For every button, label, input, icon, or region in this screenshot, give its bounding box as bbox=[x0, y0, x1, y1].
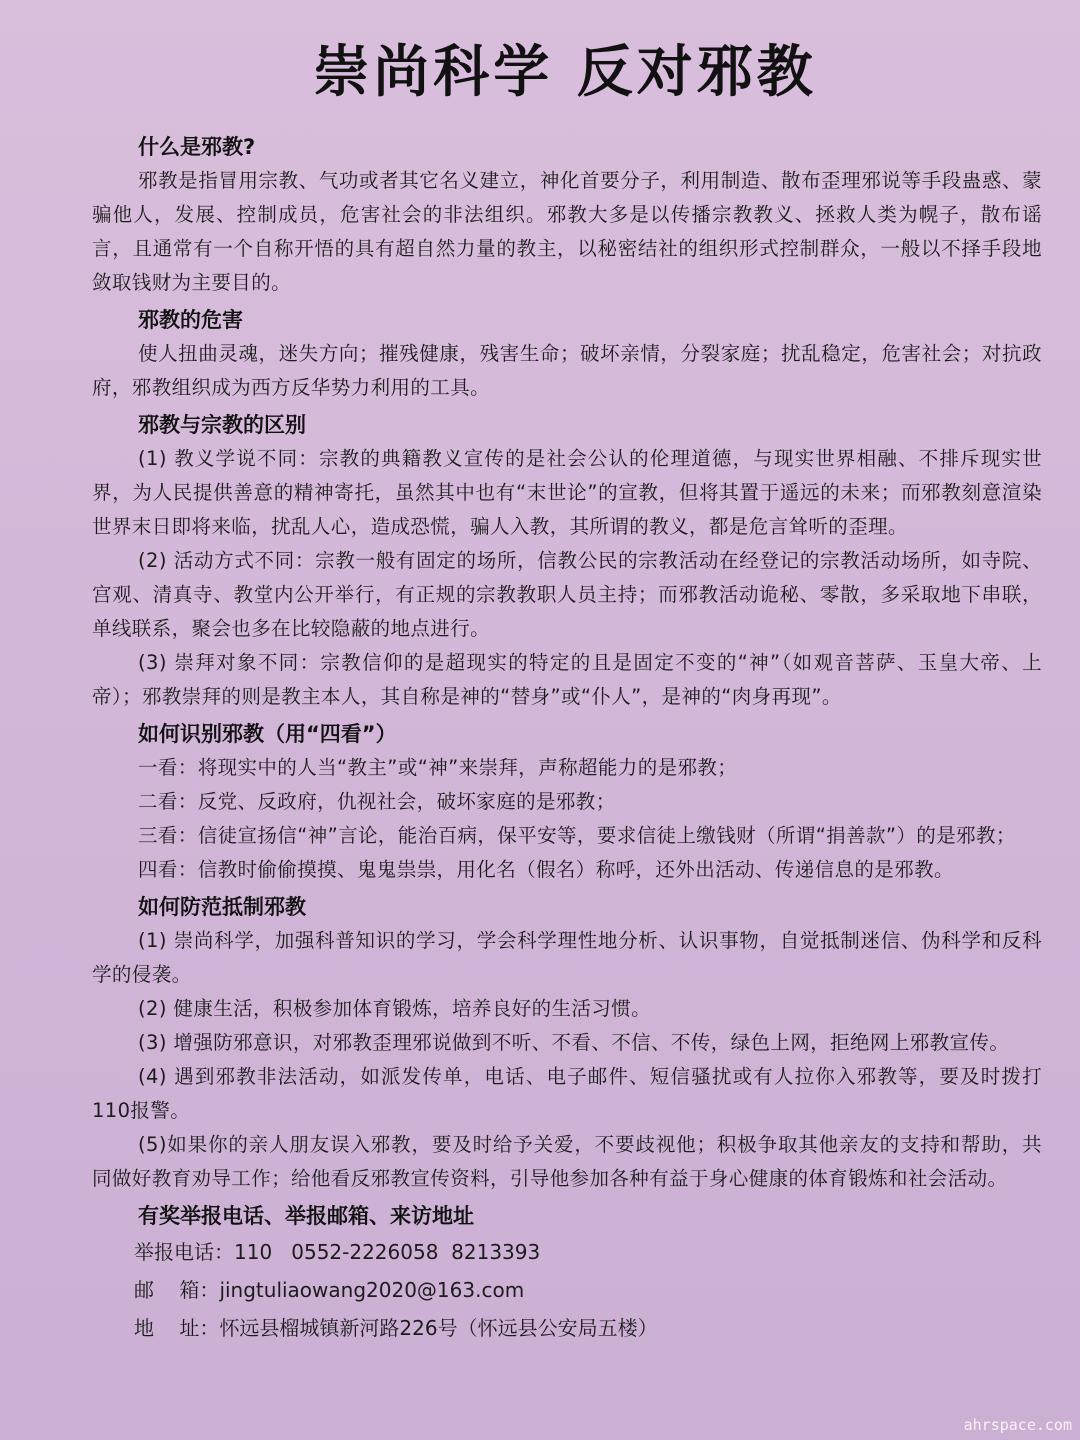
section-heading-what: 什么是邪教? bbox=[138, 135, 256, 159]
report-phone-value: 110 0552-2226058 8213393 bbox=[234, 1240, 541, 1264]
report-address-value: 怀远县榴城镇新河路226号（怀远县公安局五楼） bbox=[219, 1316, 658, 1340]
section-heading-identify: 如何识别邪教（用“四看”） bbox=[138, 722, 397, 746]
section-heading-diff: 邪教与宗教的区别 bbox=[138, 413, 306, 437]
section-heading-prevent: 如何防范抵制邪教 bbox=[138, 895, 306, 919]
section-paragraph: (3) 崇拜对象不同：宗教信仰的是超现实的特定的且是固定不变的“神”（如观音菩萨、玉皇大帝、上帝）；邪教崇拜的则是教主本人，其自称是神的“替身”或“仆人”，是神的“肉身再现”。 bbox=[92, 651, 1042, 708]
section-paragraph: (1) 崇尚科学，加强科普知识的学习，学会科学理性地分析、认识事物，自觉抵制迷信、伪科学和反科学的侵袭。 bbox=[92, 929, 1042, 986]
section-heading-report: 有奖举报电话、举报邮箱、来访地址 bbox=[138, 1204, 474, 1228]
poster-body bbox=[92, 130, 1042, 1347]
section-paragraph: (2) 健康生活，积极参加体育锻炼，培养良好的生活习惯。 bbox=[138, 997, 652, 1020]
section-paragraph: 邪教是指冒用宗教、气功或者其它名义建立，神化首要分子，利用制造、散布歪理邪说等手段蛊惑、蒙骗他人，发展、控制成员，危害社会的非法组织。邪教大多是以传播宗教教义、拯救人类为幌子，散布谣言，且通常有一个自称开悟的具有超自然力量的教主，以秘密结社的组织形式控制群众，一般以不择手段地敛取钱财为主要目的。 bbox=[92, 169, 1042, 294]
section-paragraph: 四看：信教时偷偷摸摸、鬼鬼祟祟，用化名（假名）称呼，还外出活动、传递信息的是邪教。 bbox=[138, 858, 954, 881]
page-title: 崇尚科学 反对邪教 bbox=[313, 39, 817, 105]
section-paragraph: 三看：信徒宣扬信“神”言论，能治百病，保平安等，要求信徒上缴钱财（所谓“捐善款”）的是邪教； bbox=[138, 824, 1016, 847]
section-paragraph: (2) 活动方式不同：宗教一般有固定的场所，信教公民的宗教活动在经登记的宗教活动场所，如寺院、宫观、清真寺、教堂内公开举行，有正规的宗教教职人员主持；而邪教活动诡秘、零散，多采取地下串联，单线联系，聚会也多在比较隐蔽的地点进行。 bbox=[92, 549, 1042, 640]
report-email-line bbox=[92, 1271, 1042, 1309]
report-email-label: 邮 箱： bbox=[134, 1278, 220, 1302]
section-heading-harm: 邪教的危害 bbox=[138, 308, 243, 332]
report-phone-line bbox=[92, 1233, 1042, 1271]
section-paragraph: 一看：将现实中的人当“教主”或“神”来崇拜，声称超能力的是邪教； bbox=[138, 756, 738, 779]
report-email-value: jingtuliaowang2020@163.com bbox=[219, 1278, 525, 1302]
section-paragraph: (1) 教义学说不同：宗教的典籍教义宣传的是社会公认的伦理道德，与现实世界相融、不排斥现实世界，为人民提供善意的精神寄托，虽然其中也有“末世论”的宣教，但将其置于遥远的未来；而邪教刻意渲染世界末日即将来临，扰乱人心，造成恐慌，骗人入教，其所谓的教义，都是危言耸听的歪理。 bbox=[92, 447, 1042, 538]
report-address-label: 地 址： bbox=[134, 1316, 220, 1340]
report-phone-label: 举报电话： bbox=[134, 1240, 234, 1264]
report-address-line bbox=[92, 1309, 1042, 1347]
section-paragraph: 二看：反党、反政府，仇视社会，破坏家庭的是邪教； bbox=[138, 790, 616, 813]
section-paragraph: (3) 增强防邪意识，对邪教歪理邪说做到不听、不看、不信、不传，绿色上网，拒绝网上邪教宣传。 bbox=[138, 1031, 1010, 1054]
site-watermark: ahrspace.com bbox=[963, 1416, 1072, 1434]
section-paragraph: (4) 遇到邪教非法活动，如派发传单，电话、电子邮件、短信骚扰或有人拉你入邪教等，要及时拨打110报警。 bbox=[92, 1065, 1042, 1122]
section-paragraph: 使人扭曲灵魂，迷失方向；摧残健康，残害生命；破坏亲情，分裂家庭；扰乱稳定，危害社会；对抗政府，邪教组织成为西方反华势力利用的工具。 bbox=[92, 342, 1042, 399]
section-paragraph: (5)如果你的亲人朋友误入邪教，要及时给予关爱，不要歧视他；积极争取其他亲友的支持和帮助，共同做好教育劝导工作；给他看反邪教宣传资料，引导他参加各种有益于身心健康的体育锻炼和社会活动。 bbox=[92, 1133, 1042, 1190]
